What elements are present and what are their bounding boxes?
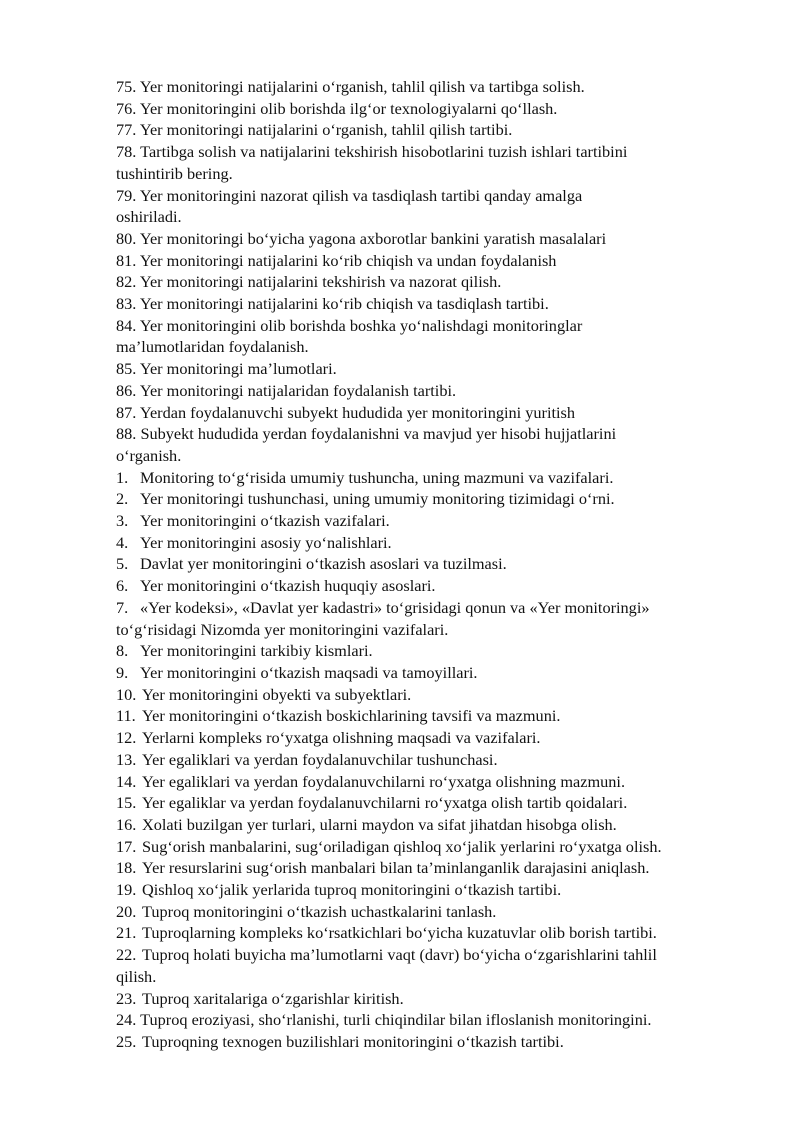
list-item (116, 271, 748, 293)
item-text: Yer monitoringi natijalarini ko‘rib chiqish va tasdiqlash tartibi. (139, 294, 549, 314)
item-number: 86. (116, 380, 137, 400)
item-text: Yer monitoringini nazorat qilish va tasdiqlash tartibi qanday amalga (139, 185, 583, 205)
list-item (116, 423, 748, 466)
item-text: Yerdan foydalanuvchi subyekt hududida yer monitoringini yuritish (139, 402, 575, 422)
list-item (116, 1031, 748, 1053)
item-number: 20. (116, 901, 137, 921)
item-text: Yer monitoringi tushunchasi, uning umumiy monitoring tizimidagi o‘rni. (140, 489, 615, 509)
list-item (116, 727, 748, 749)
item-text: Sug‘orish manbalarini, sug‘oriladigan qishloq xo‘jalik yerlarini ro‘yxatga olish. (142, 836, 662, 856)
list-item (116, 662, 748, 684)
list-item (116, 879, 748, 901)
item-number: 1. (116, 467, 129, 487)
item-text: Yerlarni kompleks ro‘yxatga olishning maqsadi va vazifalari. (142, 728, 541, 748)
list-item (116, 814, 748, 836)
list-item (116, 467, 748, 489)
item-number: 23. (116, 988, 137, 1008)
item-number: 25. (116, 1031, 137, 1051)
item-text-continued: o‘rganish. (116, 445, 182, 465)
item-text-continued: oshiriladi. (116, 207, 182, 227)
item-number: 14. (116, 771, 137, 791)
item-number: 8. (116, 641, 129, 661)
item-number: 83. (116, 294, 137, 314)
item-number: 75. (116, 77, 137, 96)
item-text-continued: qilish. (116, 966, 157, 986)
item-number: 5. (116, 554, 129, 574)
list-item (116, 553, 748, 575)
question-list-part-a (116, 76, 748, 467)
item-text: Yer resurslarini sug‘orish manbalari bilan ta’minlanganlik darajasini aniqlash. (142, 858, 650, 878)
item-number: 88. (116, 424, 137, 444)
list-item (116, 402, 748, 424)
list-item (116, 358, 748, 380)
list-item (116, 857, 748, 879)
item-number: 12. (116, 728, 137, 748)
list-item (116, 988, 748, 1010)
item-number: 3. (116, 511, 129, 531)
item-number: 10. (116, 684, 137, 704)
item-number: 78. (116, 142, 137, 162)
list-item (116, 792, 748, 814)
item-text: Davlat yer monitoringini o‘tkazish asoslari va tuzilmasi. (140, 554, 507, 574)
list-item (116, 901, 748, 923)
item-number: 87. (116, 402, 137, 422)
list-item (116, 944, 748, 987)
list-item (116, 76, 748, 98)
item-text: Yer monitoringi natijalarini ko‘rib chiqish va undan foydalanish (139, 250, 557, 270)
item-text: Tuproq eroziyasi, sho‘rlanishi, turli chiqindilar bilan ifloslanish monitoringini. (140, 1010, 652, 1030)
item-text: Yer monitoringi natijalarini o‘rganish, tahlil qilish va tartibga solish. (139, 77, 585, 96)
item-text: Subyekt hududida yerdan foydalanishni va mavjud yer hisobi hujjatlarini (140, 424, 617, 444)
list-item (116, 771, 748, 793)
item-text: Tartibga solish va natijalarini tekshirish hisobotlarini tuzish ishlari tartibini (140, 142, 628, 162)
item-number: 13. (116, 749, 137, 769)
list-item (116, 922, 748, 944)
list-item (116, 141, 748, 184)
item-text: Yer monitoringi natijalarini o‘rganish, tahlil qilish tartibi. (139, 120, 513, 140)
item-number: 82. (116, 272, 137, 292)
item-number: 84. (116, 315, 137, 335)
item-text: Yer monitoringi natijalaridan foydalanish tartibi. (139, 380, 457, 400)
list-item (116, 98, 748, 120)
list-item (116, 597, 748, 640)
item-number: 2. (116, 489, 129, 509)
list-item (116, 532, 748, 554)
list-item (116, 293, 748, 315)
item-text: Yer monitoringini obyekti va subyektlari. (142, 684, 412, 704)
list-item (116, 836, 748, 858)
item-number: 80. (116, 228, 137, 248)
item-text-continued: tushintirib bering. (116, 163, 233, 183)
item-number: 76. (116, 98, 137, 118)
list-item (116, 1009, 748, 1031)
item-number: 9. (116, 662, 129, 682)
item-text: Yer egaliklar va yerdan foydalanuvchilarni ro‘yxatga olish tartib qoidalari. (142, 793, 628, 813)
item-number: 11. (116, 706, 136, 726)
item-text: Tuproqlarning kompleks ko‘rsatkichlari bo‘yicha kuzatuvlar olib borish tartibi. (142, 923, 657, 943)
item-text: Yer monitoringi bo‘yicha yagona axborotlar bankini yaratish masalalari (139, 228, 607, 248)
item-number: 85. (116, 359, 137, 379)
list-item (116, 119, 748, 141)
item-text: Yer monitoringi ma’lumotlari. (139, 359, 337, 379)
item-text: «Yer kodeksi», «Davlat yer kadastri» to‘grisidagi qonun va «Yer monitoringi» (140, 597, 650, 617)
item-text: Tuproqning texnogen buzilishlari monitoringini o‘tkazish tartibi. (142, 1031, 564, 1051)
item-number: 18. (116, 858, 137, 878)
list-item (116, 510, 748, 532)
item-number: 21. (116, 923, 137, 943)
list-item (116, 684, 748, 706)
item-text: Yer monitoringini asosiy yo‘nalishlari. (140, 532, 392, 552)
item-text: Yer monitoringini o‘tkazish maqsadi va tamoyillari. (140, 662, 478, 682)
item-text: Xolati buzilgan yer turlari, ularni maydon va sifat jihatdan hisobga olish. (142, 814, 617, 834)
list-item (116, 185, 748, 228)
question-list-page (116, 76, 748, 1053)
item-text: Yer monitoringini o‘tkazish boskichlarining tavsifi va mazmuni. (142, 706, 561, 726)
list-item (116, 250, 748, 272)
list-item (116, 705, 748, 727)
item-text: Monitoring to‘g‘risida umumiy tushuncha, uning mazmuni va vazifalari. (140, 467, 614, 487)
item-number: 24. (116, 1010, 137, 1030)
item-number: 6. (116, 576, 129, 596)
item-number: 7. (116, 597, 129, 617)
item-number: 81. (116, 250, 137, 270)
list-item (116, 488, 748, 510)
item-number: 79. (116, 185, 137, 205)
item-number: 16. (116, 814, 137, 834)
item-text-continued: to‘g‘risidagi Nizomda yer monitoringini vazifalari. (116, 619, 449, 639)
item-text: Tuproq monitoringini o‘tkazish uchastkalarini tanlash. (142, 901, 497, 921)
item-text: Yer monitoringini olib borishda boshka yo‘nalishdagi monitoringlar (139, 315, 583, 335)
item-number: 22. (116, 945, 137, 965)
item-text: Qishloq xo‘jalik yerlarida tuproq monitoringini o‘tkazish tartibi. (142, 880, 562, 900)
item-text: Yer egaliklari va yerdan foydalanuvchilarni ro‘yxatga olishning mazmuni. (142, 771, 626, 791)
item-text: Tuproq holati buyicha ma’lumotlarni vaqt (davr) bo‘yicha o‘zgarishlarini tahlil (142, 945, 657, 965)
item-text: Yer monitoringini tarkibiy kismlari. (140, 641, 373, 661)
list-item (116, 749, 748, 771)
item-number: 19. (116, 880, 137, 900)
list-item (116, 640, 748, 662)
list-item (116, 228, 748, 250)
item-text: Yer monitoringini o‘tkazish vazifalari. (140, 511, 390, 531)
item-text: Yer monitoringini olib borishda ilg‘or texnologiyalarni qo‘llash. (139, 98, 558, 118)
item-text: Yer monitoringini o‘tkazish huquqiy asoslari. (140, 576, 436, 596)
item-number: 15. (116, 793, 137, 813)
item-text: Tuproq xaritalariga o‘zgarishlar kiritish. (142, 988, 404, 1008)
item-number: 17. (116, 836, 137, 856)
item-text-continued: ma’lumotlaridan foydalanish. (116, 337, 309, 357)
question-list-part-b (116, 467, 748, 1053)
item-text: Yer egaliklari va yerdan foydalanuvchilar tushunchasi. (142, 749, 498, 769)
item-text: Yer monitoringi natijalarini tekshirish va nazorat qilish. (139, 272, 502, 292)
list-item (116, 380, 748, 402)
list-item (116, 315, 748, 358)
item-number: 77. (116, 120, 137, 140)
item-number: 4. (116, 532, 129, 552)
list-item (116, 575, 748, 597)
